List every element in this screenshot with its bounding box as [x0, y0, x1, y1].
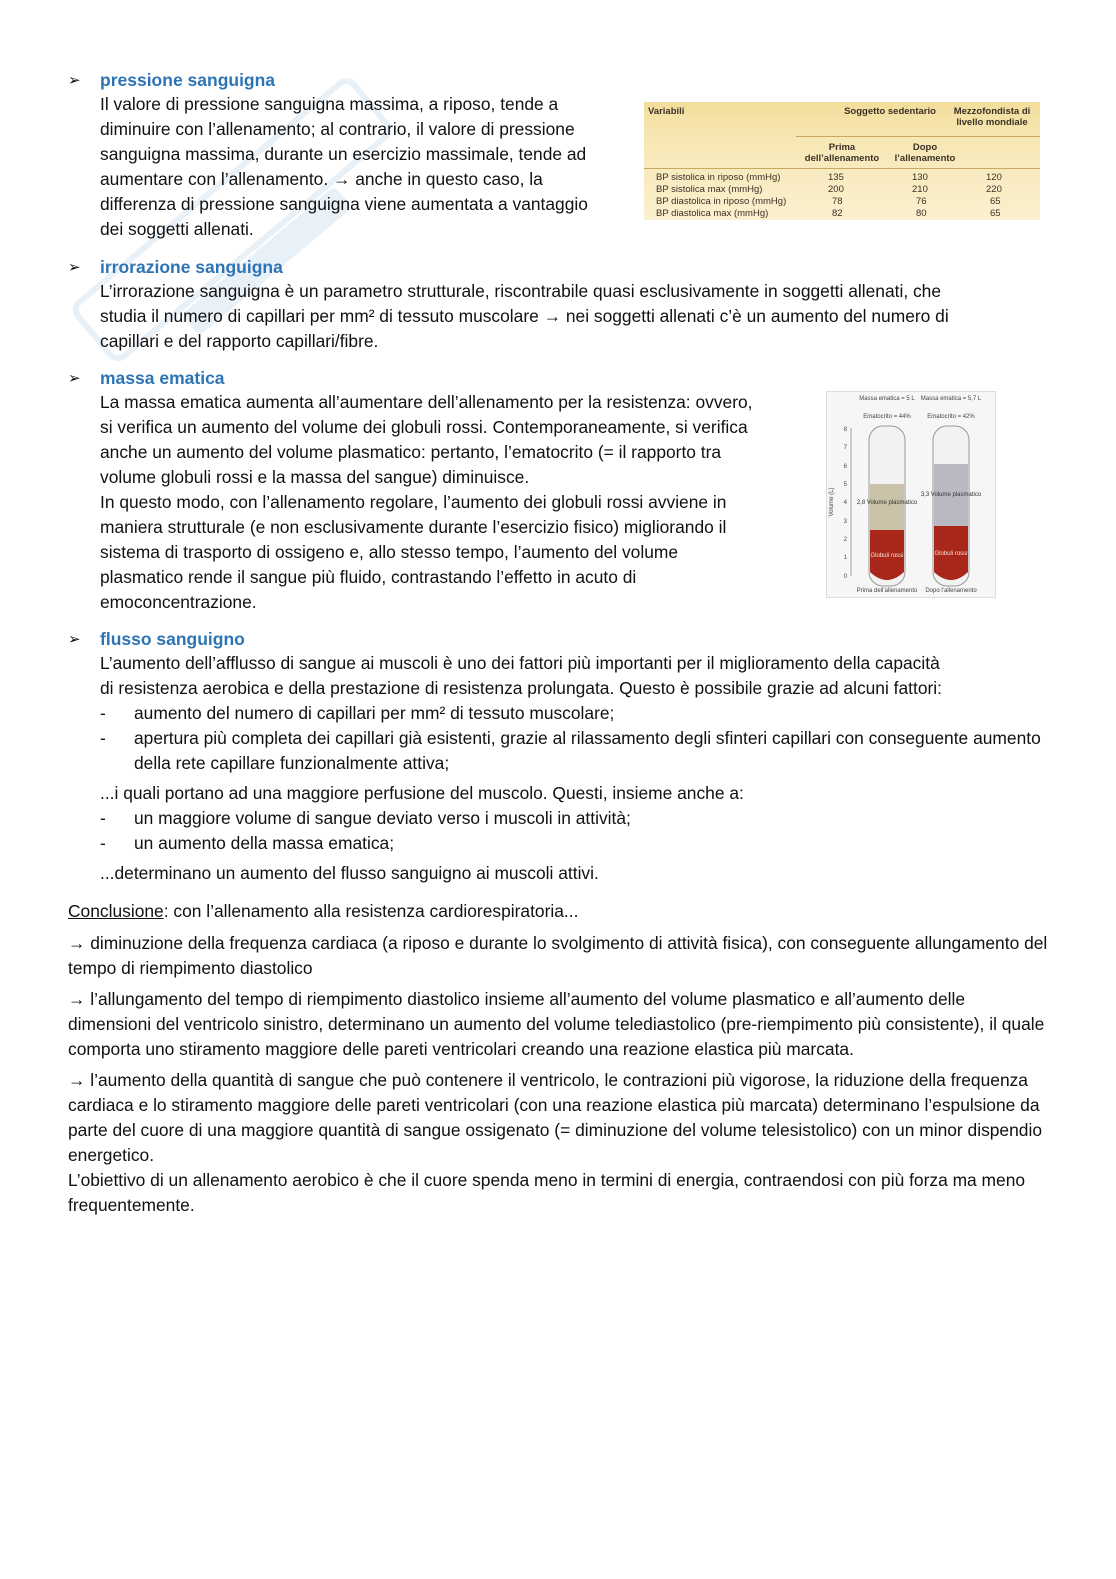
text-line: sistema di trasporto di ossigeno e, allo stesso tempo, l’aumento del volume [100, 542, 679, 562]
table-header: Mezzofondista di livello mondiale [953, 106, 1031, 128]
list-item-text: apertura più completa dei capillari già esistenti, grazie al rilassamento degli sfinteri capillari con conseguente aumento della rete capillare funzionalmente attiva; [134, 728, 1041, 773]
table-header: Variabili [648, 106, 685, 117]
text-line: anche un aumento del volume plasmatico: pertanto, l’ematocrito (= il rapporto tra [100, 442, 722, 462]
table-header: Soggetto sedentario [844, 106, 936, 117]
arrow-bullet-icon: ➢ [68, 72, 81, 89]
text-line: sanguigna massima, durante un esercizio massimale, tende ad [100, 144, 587, 164]
arrow-bullet-icon: ➢ [68, 370, 81, 387]
table-cell: 65 [990, 208, 1001, 219]
section-massa [68, 366, 808, 615]
text-line: di resistenza aerobica e della prestazione di resistenza prolungata. Questo è possibile grazie ad alcuni fattori: [100, 678, 943, 698]
list-item: - un maggiore volume di sangue deviato verso i muscoli in attività; [100, 806, 1058, 831]
text-line: ...i quali portano ad una maggiore perfusione del muscolo. Questi, insieme anche a: [100, 783, 744, 803]
text-line: Il valore di pressione sanguigna massima, a riposo, tende a [100, 94, 559, 114]
tube2-plasma-label: 3,3 Volume plasmatico [920, 492, 982, 498]
table-cell: BP diastolica max (mmHg) [656, 208, 769, 219]
table-cell: 210 [912, 184, 928, 195]
section-title: flusso sanguigno [100, 628, 245, 649]
y-tick-label: 4 [843, 500, 847, 506]
y-tick-label: 6 [843, 464, 847, 470]
table-cell: 65 [990, 196, 1001, 207]
text-line: ...determinano un aumento del flusso sanguigno ai muscoli attivi. [100, 863, 599, 883]
y-tick-label: 3 [843, 519, 847, 525]
blood-volume-figure [826, 391, 996, 598]
text-line: L’aumento dell’afflusso di sangue ai muscoli è uno dei fattori più importanti per il miglioramento della capacità [100, 653, 940, 673]
text-line: volume globuli rossi e la massa del sangue) diminuisce. [100, 467, 530, 487]
text-line: La massa ematica aumenta all’aumentare dell’allenamento per la resistenza: ovvero, [100, 392, 753, 412]
tube1-plasma-label: 2,8 Volume plasmatico [856, 500, 918, 506]
list-item-text: aumento del numero di capillari per mm² di tessuto muscolare; [134, 703, 615, 723]
table-cell: 80 [916, 208, 927, 219]
section-title: pressione sanguigna [100, 69, 276, 90]
y-tick-label: 0 [843, 574, 847, 580]
text-line: In questo modo, con l’allenamento regolare, l’aumento dei globuli rossi avviene in [100, 492, 727, 512]
table-cell: 130 [912, 172, 928, 183]
text-line: dei soggetti allenati. [100, 219, 254, 239]
text-line: capillari e del rapporto capillari/fibre. [100, 331, 379, 351]
conclusion-paragraph: → diminuzione della frequenza cardiaca (a riposo e durante lo svolgimento di attività fisica), con conseguente allungamento del tempo di riempimento diastolico [68, 933, 1048, 978]
text-line: L’irrorazione sanguigna è un parametro strutturale, riscontrabile quasi esclusivamente in soggetti allenati, che [100, 281, 942, 301]
y-tick-label: 2 [843, 537, 847, 543]
table-cell: 82 [832, 208, 843, 219]
section-body [100, 390, 808, 615]
text-line: maniera strutturale (e non esclusivamente durante l’esercizio fisico) migliorando il [100, 517, 727, 537]
conclusion-paragraph: L’obiettivo di un allenamento aerobico è che il cuore spenda meno in termini di energia, contraendosi con più forza ma meno frequentemente. [68, 1170, 1026, 1215]
text-line: emoconcentrazione. [100, 592, 257, 612]
tube2-hct-label: Ematocrito = 42% [927, 414, 975, 420]
list-item: - un aumento della massa ematica; [100, 831, 1058, 856]
table-cell: BP sistolica in riposo (mmHg) [656, 172, 781, 183]
list-item-text: un maggiore volume di sangue deviato verso i muscoli in attività; [134, 808, 631, 828]
section-title: irrorazione sanguigna [100, 256, 283, 277]
table-cell: 120 [986, 172, 1002, 183]
list-item-text: un aumento della massa ematica; [134, 833, 395, 853]
y-axis-label: Volume (L) [829, 487, 835, 517]
text-line: aumentare con l’allenamento. → anche in questo caso, la [100, 169, 543, 189]
tube1-red-label: Globuli rossi [870, 553, 904, 559]
section-body [100, 651, 1058, 886]
tube2-top-label: Massa ematica = 5,7 L [920, 396, 982, 402]
section-pressione [68, 68, 628, 242]
section-irrorazione [68, 255, 1058, 354]
list-item: - aumento del numero di capillari per mm² di tessuto muscolare; [100, 701, 1058, 726]
table-cell: BP sistolica max (mmHg) [656, 184, 763, 195]
y-tick-label: 8 [843, 427, 847, 433]
bp-table-figure [644, 102, 1040, 220]
y-tick-label: 5 [843, 482, 847, 488]
text-line: studia il numero di capillari per mm² di tessuto muscolare → nei soggetti allenati c’è un aumento del numero di [100, 306, 949, 326]
table-cell: 135 [828, 172, 844, 183]
y-tick-label: 7 [843, 445, 847, 451]
text-line: si verifica un aumento del volume dei globuli rossi. Contemporaneamente, si verifica [100, 417, 748, 437]
table-cell: BP diastolica in riposo (mmHg) [656, 196, 787, 207]
tube1-hct-label: Ematocrito = 44% [863, 414, 911, 420]
table-cell: 78 [832, 196, 843, 207]
section-flusso [68, 627, 1058, 886]
table-cell: 220 [986, 184, 1002, 195]
list-item: - apertura più completa dei capillari già esistenti, grazie al rilassamento degli sfinteri capillari con conseguente aumento della rete capillare funzionalmente attiva; [100, 726, 1058, 776]
section-title: massa ematica [100, 367, 225, 388]
conclusion-intro: : con l’allenamento alla resistenza cardiorespiratoria... [163, 901, 579, 921]
tube2-red-label: Globuli rossi [934, 551, 968, 557]
arrow-bullet-icon: ➢ [68, 631, 81, 648]
conclusion-paragraph: → l’allungamento del tempo di riempimento diastolico insieme all’aumento del volume plasmatico e all’aumento delle dimensioni del ventricolo sinistro, determinano un aumento del volume telediastolico (pre-riempimento più consistente), il quale comporta uno stiramento maggiore delle pareti ventricolari creando una reazione elastica più marcata. [68, 989, 1045, 1059]
arrow-bullet-icon: ➢ [68, 259, 81, 276]
x-label-after: Dopo l’allenamento [925, 588, 977, 594]
conclusion-block [68, 899, 1053, 1224]
section-body [100, 92, 628, 242]
tube1-top-label: Massa ematica = 5 L [859, 396, 915, 402]
table-header: Dopo l’allenamento [894, 142, 956, 164]
section-body [100, 279, 1058, 354]
text-line: differenza di pressione sanguigna viene aumentata a vantaggio [100, 194, 588, 214]
table-cell: 200 [828, 184, 844, 195]
x-label-before: Prima dell’allenamento [856, 588, 918, 594]
table-header: Prima dell’allenamento [804, 142, 880, 164]
table-cell: 76 [916, 196, 927, 207]
text-line: diminuire con l’allenamento; al contrario, il valore di pressione [100, 119, 575, 139]
y-tick-label: 1 [843, 555, 847, 561]
conclusion-paragraph: → l’aumento della quantità di sangue che può contenere il ventricolo, le contrazioni più vigorose, la riduzione della frequenza cardiaca e lo stiramento maggiore delle pareti ventricolari (con una reazione elastica più marcata) determinano l’espulsione da parte del cuore di una maggiore quantità di sangue ossigenato (= diminuzione del volume telesistolico) con un minor dispendio energetico. [68, 1070, 1042, 1165]
conclusion-label: Conclusione [68, 901, 164, 921]
text-line: plasmatico rende il sangue più fluido, contrastando l’effetto in acuto di [100, 567, 637, 587]
